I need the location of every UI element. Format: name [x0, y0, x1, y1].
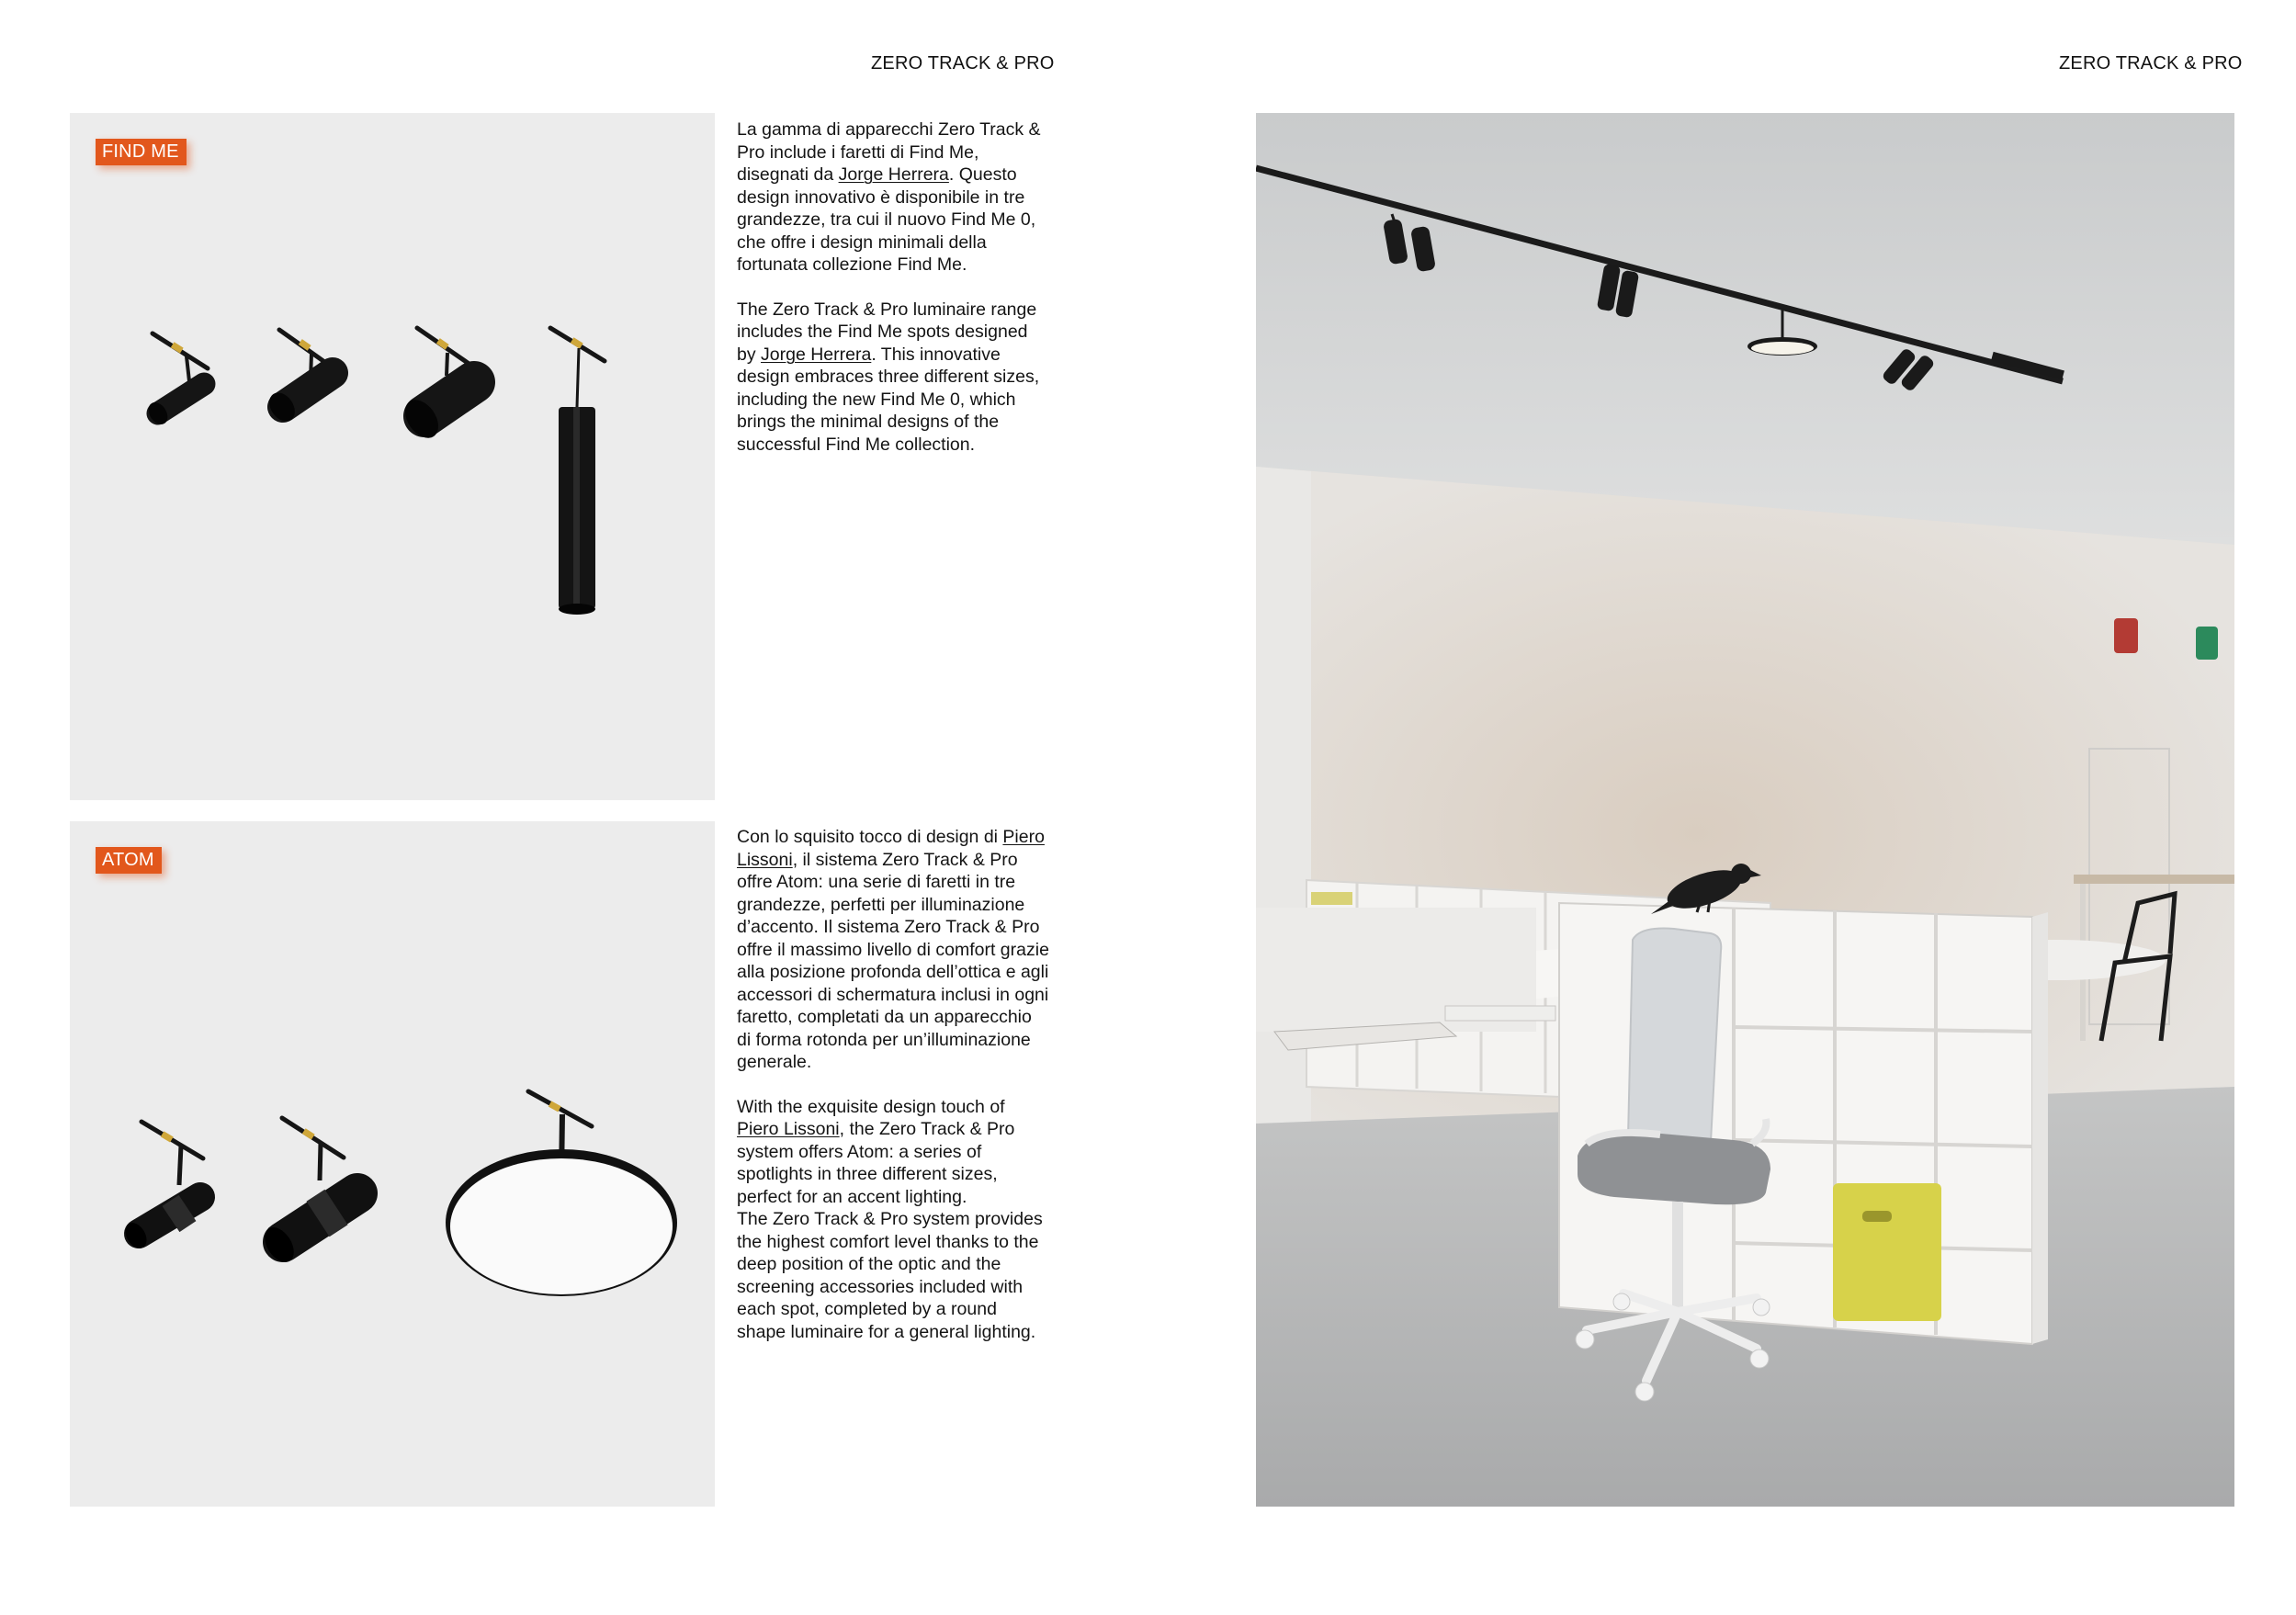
designer-link-piero-lissoni-en[interactable]: Piero Lissoni — [737, 1119, 840, 1139]
designer-link-jorge-herrera-it[interactable]: Jorge Herrera — [838, 164, 949, 185]
findme-italian-paragraph: La gamma di apparecchi Zero Track & Pro include i faretti di Find Me, disegnati da Jorge Herrera. Questo design innovativo è disponibile in tre grandezze, tra cui il nuovo Find Me 0, che offre i design minimali della fortunata collezione Find Me. — [737, 119, 1041, 275]
findme-spot-medium — [264, 330, 333, 426]
findme-product-tag: FIND ME — [96, 139, 187, 165]
atom-spot-small — [121, 1122, 203, 1252]
findme-spot-small — [144, 333, 208, 428]
atom-english-paragraph: With the exquisite design touch of Piero Lissoni, the Zero Track & Pro system offers Atom: a series of spotlights in three different sizes, perfect for an accent lighting. — [737, 1096, 1015, 1207]
designer-link-jorge-herrera-en[interactable]: Jorge Herrera — [761, 344, 872, 365]
atom-round-luminaire — [446, 1091, 677, 1296]
findme-spotlights-illustration — [70, 113, 715, 800]
atom-italian-paragraph: Con lo squisito tocco di design di Piero Lissoni, il sistema Zero Track & Pro offre Atom: una serie di faretti in tre grandezze, perfetti per illuminazione d’accento. Il sistema Zero Track & Pro offre il massimo livello di comfort grazie alla posizione profonda dell’ottica e agli accessori di schermatura inclusi in ogni faretto, completati da un apparecchio di forma rotonda per un’illuminazione generale. — [737, 827, 1049, 1072]
findme-pendant — [550, 328, 605, 615]
running-head-right: ZERO TRACK & PRO — [2059, 53, 2243, 73]
atom-english-paragraph-2: The Zero Track & Pro system provides the highest comfort level thanks to the deep position of the optic and the screening accessories included with each spot, completed by a round shape luminaire for a general lighting. — [737, 1209, 1043, 1342]
findme-description — [737, 119, 1049, 478]
atom-spot-medium — [259, 1118, 357, 1268]
findme-english-paragraph: The Zero Track & Pro luminaire range includes the Find Me spots designed by Jorge Herrera. This innovative design embraces three different sizes, including the new Find Me 0, which brings the minimal designs of the successful Find Me collection. — [737, 299, 1040, 455]
atom-spotlights-illustration — [70, 821, 715, 1507]
atom-product-tag: ATOM — [96, 847, 162, 874]
findme-product-panel — [70, 113, 715, 800]
office-interior-illustration — [1256, 113, 2234, 1507]
running-head-left: ZERO TRACK & PRO — [871, 53, 1055, 73]
atom-product-panel — [70, 821, 715, 1507]
office-interior-photo — [1256, 113, 2234, 1507]
atom-description — [737, 826, 1049, 1343]
findme-spot-large — [399, 328, 474, 444]
designer-link-piero-lissoni-it[interactable]: Piero Lissoni — [737, 827, 1045, 870]
